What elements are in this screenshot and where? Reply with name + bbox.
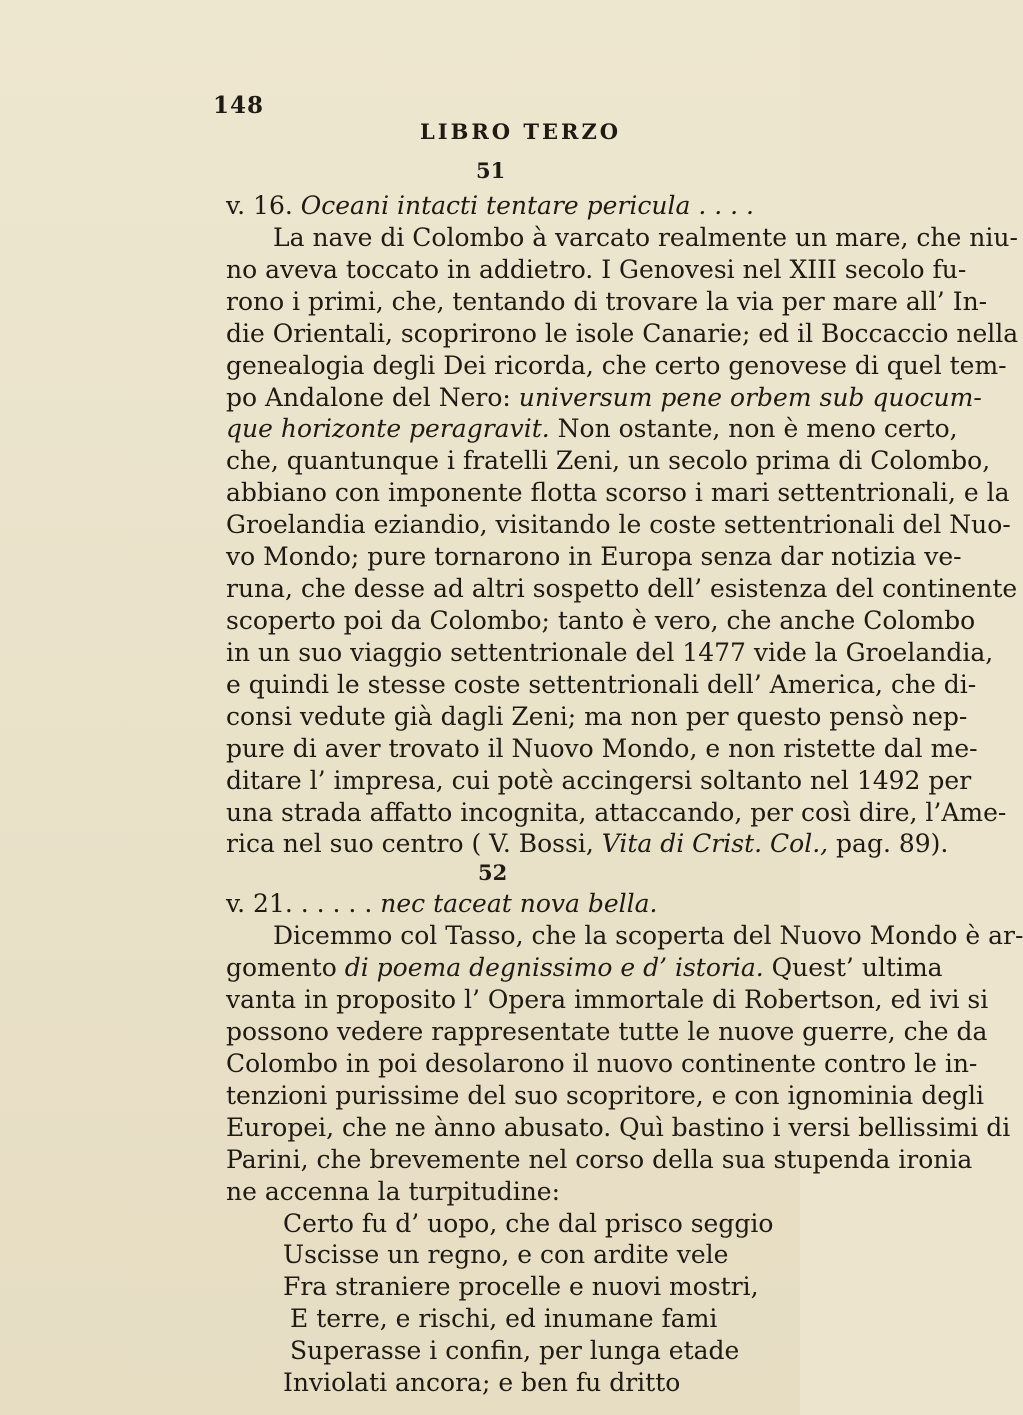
text-line: consi vedute già dagli Zeni; ma non per questo pensò nep- bbox=[226, 702, 968, 731]
text-line bbox=[226, 411, 958, 447]
text-line: Parini, che brevemente nel corso della sua stupenda ironia bbox=[226, 1145, 973, 1174]
text-line: ne accenna la turpitudine: bbox=[226, 1177, 561, 1206]
text-line: ditare l’ impresa, cui potè accingersi soltanto nel 1492 per bbox=[226, 766, 972, 795]
text-line: in un suo viaggio settentrionale del 1477 vide la Groelandia, bbox=[226, 638, 994, 667]
text-line: una strada affatto incognita, attaccando, per così dire, l’Ame- bbox=[226, 798, 1007, 827]
verse-reference-51 bbox=[226, 188, 754, 224]
text-line: possono vedere rappresentate tutte le nuove guerre, che da bbox=[226, 1017, 988, 1046]
text-line: die Orientali, scoprirono le isole Canarie; ed il Boccaccio nella bbox=[226, 319, 1019, 348]
poem-line: Inviolati ancora; e ben fu dritto bbox=[283, 1368, 681, 1397]
latin-quote: universum pene orbem sub quocum- bbox=[518, 383, 982, 412]
text-span: Non ostante, non è meno certo, bbox=[557, 414, 958, 443]
note-number-52: 52 bbox=[478, 860, 508, 885]
text-line: Dicemmo col Tasso, che la scoperta del Nuovo Mondo è ar- bbox=[273, 921, 1023, 950]
text-line: Groelandia eziandio, visitando le coste settentrionali del Nuo- bbox=[226, 510, 1011, 539]
text-line: no aveva toccato in addietro. I Genovesi nel XIII secolo fu- bbox=[226, 255, 967, 284]
running-head: LIBRO TERZO bbox=[420, 119, 622, 144]
citation-title: Vita di Crist. Col., bbox=[601, 829, 829, 858]
page-number: 148 bbox=[213, 92, 265, 119]
text-line: runa, che desse ad altri sospetto dell’ esistenza del continente bbox=[226, 574, 1018, 603]
text-line: abbiano con imponente flotta scorso i mari settentrionali, e la bbox=[226, 478, 1010, 507]
text-line: che, quantunque i fratelli Zeni, un secolo prima di Colombo, bbox=[226, 446, 991, 475]
verse-reference-52 bbox=[226, 886, 658, 922]
text-line: tenzioni purissime del suo scopritore, e con ignominia degli bbox=[226, 1081, 985, 1110]
text-span: po Andalone del Nero: bbox=[226, 383, 511, 412]
text-span: pag. 89). bbox=[836, 829, 949, 858]
verse-ref-prefix: v. 21. . . . . . bbox=[226, 889, 373, 918]
poem-line: Uscisse un regno, e con ardite vele bbox=[283, 1240, 729, 1269]
text-line: e quindi le stesse coste settentrionali dell’ America, che di- bbox=[226, 670, 977, 699]
poem-line: Superasse i confin, per lunga etade bbox=[290, 1336, 740, 1365]
text-span: rica nel suo centro ( V. Bossi, bbox=[226, 829, 594, 858]
text-line: vo Mondo; pure tornarono in Europa senza dar notizia ve- bbox=[226, 542, 962, 571]
text-line: rono i primi, che, tentando di trovare la via per mare all’ In- bbox=[226, 287, 988, 316]
verse-ref-latin: Oceani intacti tentare pericula . . . . bbox=[300, 191, 754, 220]
text-line: scoperto poi da Colombo; tanto è vero, che anche Colombo bbox=[226, 606, 976, 635]
poem-line: Fra straniere procelle e nuovi mostri, bbox=[283, 1272, 759, 1301]
text-line bbox=[226, 950, 943, 986]
text-line: genealogia degli Dei ricorda, che certo genovese di quel tem- bbox=[226, 351, 1007, 380]
text-line: vanta in proposito l’ Opera immortale di Robertson, ed ivi si bbox=[226, 985, 989, 1014]
verse-ref-latin: nec taceat nova bella. bbox=[380, 889, 658, 918]
verse-ref-prefix: v. 16. bbox=[226, 191, 293, 220]
poem-line: E terre, e rischi, ed inumane fami bbox=[290, 1304, 718, 1333]
text-span: Quest’ ultima bbox=[771, 953, 943, 982]
text-line: Colombo in poi desolarono il nuovo continente contro le in- bbox=[226, 1049, 978, 1078]
note-number-51: 51 bbox=[476, 158, 506, 183]
poem-line: Certo fu d’ uopo, che dal prisco seggio bbox=[283, 1209, 774, 1238]
text-span: gomento bbox=[226, 953, 337, 982]
quote-italic: di poema degnissimo e d’ istoria. bbox=[344, 953, 764, 982]
text-line: La nave di Colombo à varcato realmente un mare, che niu- bbox=[273, 223, 1018, 252]
latin-quote: que horizonte peragravit. bbox=[226, 414, 550, 443]
text-line: Europei, che ne ànno abusato. Quì bastino i versi bellissimi di bbox=[226, 1113, 1011, 1142]
text-line bbox=[226, 826, 948, 862]
text-line: pure di aver trovato il Nuovo Mondo, e non ristette dal me- bbox=[226, 734, 978, 763]
